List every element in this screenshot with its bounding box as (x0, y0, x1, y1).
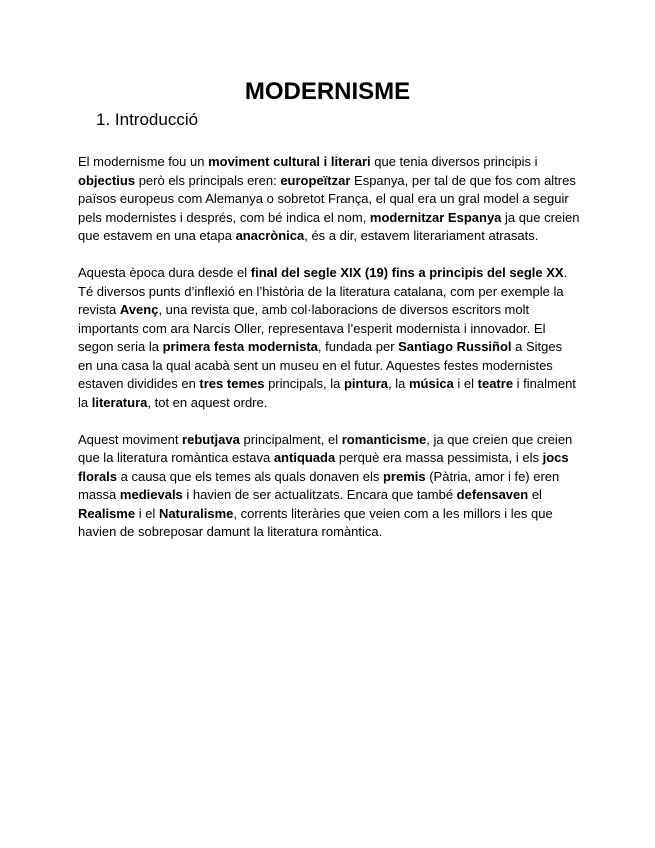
body-text (78, 153, 580, 560)
bold-text: romanticisme (341, 431, 427, 447)
paragraph-3 (78, 431, 580, 542)
bold-text: objectius (78, 172, 136, 188)
text-run: i el (135, 505, 159, 521)
bold-text: teatre (477, 376, 514, 391)
text-run: a causa que els temes als quals donaven els (117, 468, 383, 484)
text-run: i el (453, 376, 478, 391)
bold-text: final del segle XIX (19) fins a principis del segle XX (250, 265, 564, 280)
bold-text: Realisme (78, 505, 136, 521)
text-run: i havien de ser actualitzats. Encara que també (182, 487, 457, 502)
bold-text: medievals (119, 487, 183, 502)
bold-text: Naturalisme (158, 505, 234, 521)
text-run: , fundada per (317, 339, 399, 354)
text-run: (Pàtria, amor i fe) eren massa (78, 468, 560, 502)
bold-text: primera festa modernista (162, 339, 318, 354)
bold-text: literatura (91, 394, 148, 410)
text-run: Aquest moviment (78, 431, 183, 447)
text-run: el (528, 487, 542, 502)
text-run: principalment, el (239, 431, 342, 447)
bold-text: moviment cultural i literari (208, 154, 371, 169)
text-run: . Té diversos punts d’inflexió en l’història de la literatura catalana, com per exemple la revista (78, 265, 568, 317)
bold-text: jocs florals (78, 450, 569, 484)
section-heading: 1. Introducció (96, 110, 199, 129)
text-run: a Sitges en una casa la qual acabà sent un museu en el futur. Aquestes festes modernistes estaven dividides en (78, 339, 563, 391)
text-run: , tot en aquest ordre. (147, 394, 268, 410)
bold-text: pintura (343, 376, 389, 391)
document-title: MODERNISME (244, 78, 411, 105)
bold-text: europeïtzar (280, 172, 351, 188)
text-run: perquè era massa pessimista, i els (335, 450, 543, 465)
text-run: principals, la (264, 376, 344, 391)
paragraph-2 (78, 264, 580, 412)
text-run: ja que creien que estavem en una etapa (78, 209, 580, 243)
bold-text: Santiago Russiñol (398, 339, 512, 354)
bold-text: defensaven (456, 487, 529, 502)
text-run: , una revista que, amb col·laboracions de diversos escritors molt importants com ara Narcís Oller, representava l’esperit modernista i innovador. El segon seria la (78, 302, 546, 354)
bold-text: modernitzar Espanya (369, 209, 502, 225)
bold-text: rebutjava (182, 431, 240, 447)
text-run: que tenia diversos principis i (370, 154, 538, 169)
bold-text: tres temes (199, 376, 265, 391)
text-run: i finalment la (78, 376, 576, 410)
text-run: Aquesta època dura desde el (78, 265, 251, 280)
paragraph-1 (78, 153, 580, 246)
bold-text: Avenç (119, 302, 159, 317)
text-run: , ja que creien que creien que la literatura romàntica estava (78, 431, 573, 465)
bold-text: anacrònica (235, 228, 305, 243)
bold-text: premis (382, 468, 426, 484)
bold-text: música (408, 376, 454, 391)
text-run: Espanya, per tal de que fos com altres països europeus com Alemanya o sobretot França, el qual era un gral model a seguir pels modernistes i després, com bé indica el nom, (78, 172, 576, 225)
text-run: , és a dir, estavem literariament atrasats. (304, 228, 539, 243)
text-run: però els principals eren: (135, 172, 281, 188)
text-run: , la (388, 376, 409, 391)
text-run: , corrents literàries que veien com a les millors i les que havien de sobreposar damunt la literatura romàntica. (78, 505, 553, 539)
text-run: El modernisme fou un (78, 154, 209, 169)
bold-text: antiquada (273, 450, 336, 465)
